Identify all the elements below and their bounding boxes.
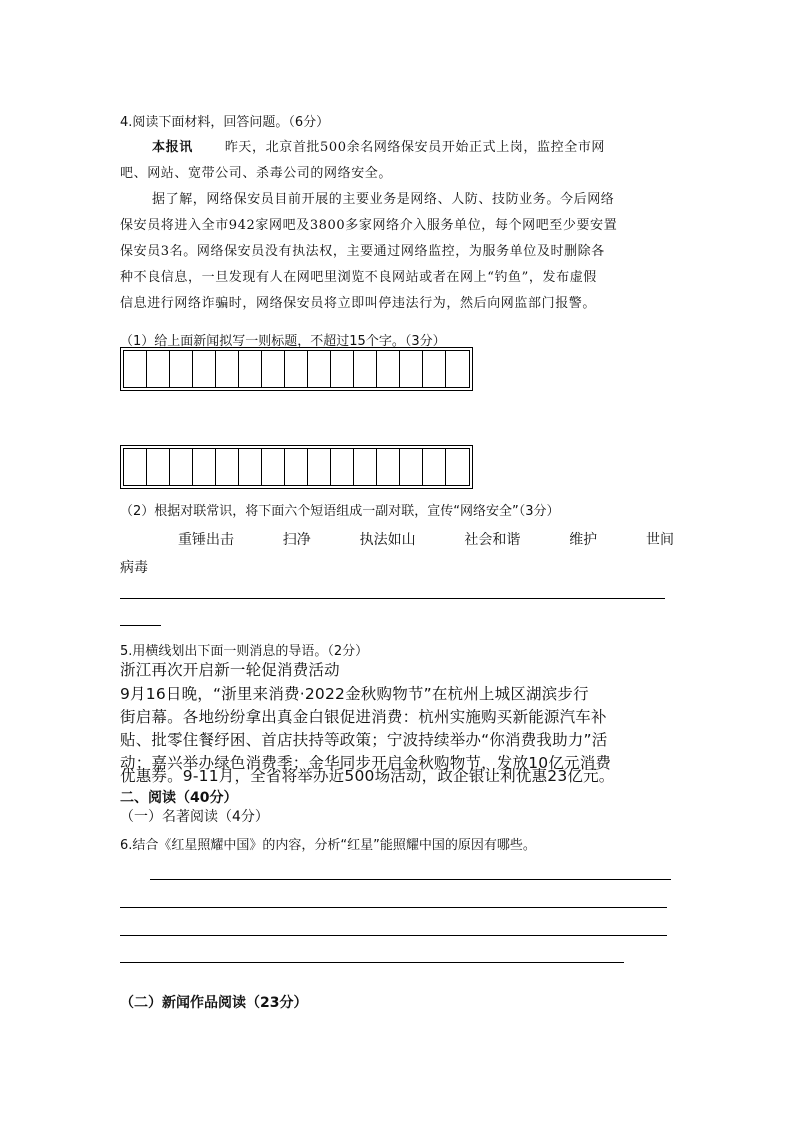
couplet-answer-line-end[interactable] [120, 625, 161, 626]
phrase-item: 执法如山 [359, 532, 416, 548]
q4-sub-question-1: （1）给上面新闻拟写一则标题，不超过15个字。（3分） [120, 334, 446, 349]
q6-answer-line-2[interactable] [120, 907, 667, 908]
phrase-item: 维护 [569, 532, 598, 548]
news-lead: 本报讯 [152, 140, 193, 155]
q4-paragraph-2-line-2: 保安员将进入全市942家网吧及3800多家网络介入服务单位，每个网吧至少要安置 [120, 218, 618, 233]
q6-answer-line-4[interactable] [120, 962, 624, 963]
news-line: 街启幕。各地纷纷拿出真金白银促进消费：杭州实施购买新能源汽车补 [120, 708, 607, 726]
q6-answer-line-3[interactable] [120, 935, 667, 936]
title-answer-grid-1[interactable] [123, 350, 470, 388]
news-line: 贴、批零住餐纾困、首店扶持等政策；宁波持续举办“你消费我助力”活 [120, 731, 608, 749]
couplet-answer-line[interactable] [120, 598, 665, 599]
section-heading: 二、阅读（40分） [120, 790, 238, 806]
section-part-1: （一）名著阅读（4分） [120, 809, 269, 825]
q6-prompt: 6.结合《红星照耀中国》的内容，分析“红星”能照耀中国的原因有哪些。 [120, 838, 536, 853]
q4-paragraph-1-line-2: 吧、网站、宽带公司、杀毒公司的网络安全。 [120, 166, 393, 181]
phrase-item: 扫净 [282, 532, 311, 548]
q4-sub-question-2: （2）根据对联常识，将下面六个短语组成一副对联，宣传“网络安全”（3分） [120, 504, 560, 519]
section-part-2: （二）新闻作品阅读（23分） [120, 995, 308, 1011]
news-line: 9月16日晚，“浙里来消费·2022金秋购物节”在杭州上城区湖滨步行 [120, 685, 589, 703]
phrase-item: 社会和谐 [464, 532, 521, 548]
news-title: 浙江再次开启新一轮促消费活动 [120, 661, 340, 679]
q4-paragraph-2-line-4: 种不良信息，一旦发现有人在网吧里浏览不良网站或者在网上“钓鱼”，发布虚假 [120, 270, 597, 285]
phrase-item-last: 病毒 [120, 560, 148, 576]
couplet-phrase-list [178, 529, 674, 549]
phrase-item: 世间 [645, 532, 674, 548]
q6-answer-line-1[interactable] [150, 879, 671, 880]
news-line-final: 优惠券。9-11月，全省将举办近500场活动，政企银让利优惠23亿元。 [120, 767, 615, 785]
q5-heading: 5.用横线划出下面一则消息的导语。（2分） [120, 644, 369, 659]
title-answer-grid-2[interactable] [123, 448, 470, 486]
phrase-item: 重锤出击 [178, 532, 234, 548]
news-text: 昨天，北京首批500余名网络保安员开始正式上岗，监控全市网 [224, 140, 606, 155]
news-line: 动；嘉兴举办绿色消费季；金华同步开启金秋购物节，发放10亿元消费 [120, 754, 612, 772]
q4-paragraph-2-line-1: 据了解，网络保安员目前开展的主要业务是网络、人防、技防业务。今后网络 [152, 192, 615, 207]
q4-paragraph-2-line-3: 保安员3名。网络保安员没有执法权，主要通过网络监控，为服务单位及时删除各 [120, 244, 605, 259]
q4-heading: 4.阅读下面材料，回答问题。（6分） [120, 115, 330, 130]
q4-paragraph-2-line-5: 信息进行网络诈骗时，网络保安员将立即叫停违法行为，然后向网监部门报警。 [120, 296, 597, 311]
q4-paragraph-1-line-1 [152, 136, 605, 155]
